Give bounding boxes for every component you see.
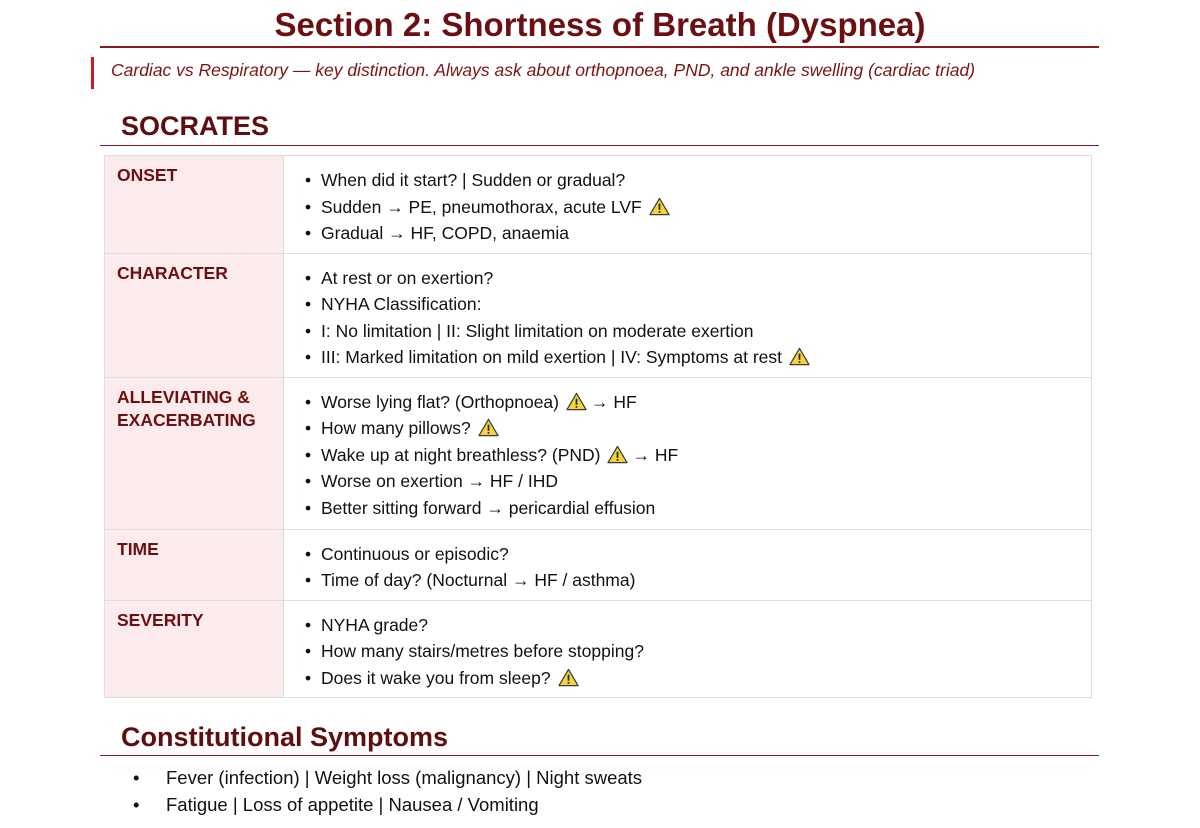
- list-item-text: I: No limitation | II: Slight limitation on moderate exertion: [321, 320, 754, 341]
- constitutional-list: [133, 765, 642, 818]
- constitutional-item-text: Fatigue | Loss of appetite | Nausea / Vomiting: [166, 793, 539, 815]
- socrates-row: [105, 253, 1092, 377]
- socrates-content-cell: [284, 377, 1092, 529]
- socrates-label-cell: [105, 377, 284, 529]
- list-item-text: Wake up at night breathless? (PND): [321, 444, 601, 465]
- socrates-row: [105, 156, 1092, 254]
- list-item-text: Continuous or episodic?: [321, 543, 509, 564]
- bullet-list: [284, 378, 1091, 528]
- list-item-text: Sudden → PE, pneumothorax, acute LVF: [321, 196, 642, 217]
- subtitle-accent-bar: [91, 57, 94, 89]
- title-divider: [100, 46, 1099, 48]
- list-item: [305, 415, 1091, 442]
- socrates-row: [105, 600, 1092, 698]
- bullet-list: [284, 156, 1091, 253]
- constitutional-divider: [100, 755, 1099, 756]
- list-item: [305, 567, 1091, 594]
- list-item: [305, 638, 1091, 665]
- list-item-text: How many pillows?: [321, 418, 471, 438]
- list-item: [305, 220, 1091, 247]
- warning-triangle-icon: [558, 668, 579, 687]
- list-item: [305, 265, 1091, 292]
- socrates-row-label: ALLEVIATING & EXACERBATING: [117, 386, 256, 430]
- socrates-row-label: TIME: [117, 538, 159, 559]
- list-item: [305, 495, 1091, 522]
- list-item: [305, 318, 1091, 345]
- bullet-list: [284, 254, 1091, 377]
- constitutional-heading: Constitutional Symptoms: [121, 722, 449, 752]
- list-item: [305, 389, 1091, 416]
- list-item-suffix: → HF: [591, 391, 637, 412]
- list-item: [305, 612, 1091, 639]
- list-item: [305, 665, 1091, 692]
- constitutional-item: [133, 792, 642, 819]
- list-item-text: NYHA grade?: [321, 614, 429, 635]
- bullet-list: [284, 530, 1091, 600]
- socrates-row: [105, 529, 1092, 600]
- socrates-label-cell: [105, 156, 284, 254]
- warning-triangle-icon: [789, 347, 810, 366]
- page-subtitle: Cardiac vs Respiratory — key distinction. Always ask about orthopnoea, PND, and ankle swelling (cardiac triad): [111, 60, 976, 80]
- warning-triangle-icon: [607, 445, 628, 464]
- socrates-row-label: SEVERITY: [117, 609, 204, 630]
- socrates-label-cell: [105, 529, 284, 600]
- list-item: [305, 541, 1091, 568]
- socrates-table: [104, 155, 1092, 698]
- socrates-row-label: CHARACTER: [117, 262, 228, 283]
- list-item: [305, 194, 1091, 221]
- list-item-text: Gradual → HF, COPD, anaemia: [321, 223, 570, 243]
- list-item-suffix: → HF: [632, 444, 679, 465]
- list-item-text: When did it start? | Sudden or gradual?: [321, 170, 626, 190]
- socrates-row: [105, 377, 1092, 529]
- list-item-text: At rest or on exertion?: [321, 267, 494, 288]
- socrates-content-cell: [284, 529, 1092, 600]
- constitutional-item: [133, 765, 642, 792]
- list-item-text: III: Marked limitation on mild exertion | IV: Symptoms at rest: [321, 347, 782, 367]
- socrates-label-cell: [105, 253, 284, 377]
- list-item-text: NYHA Classification:: [321, 294, 482, 314]
- socrates-content-cell: [284, 600, 1092, 698]
- bullet-list: [284, 601, 1091, 698]
- list-item-text: Worse lying flat? (Orthopnoea): [321, 391, 559, 412]
- warning-triangle-icon: [649, 197, 670, 216]
- list-item: [305, 442, 1091, 469]
- warning-triangle-icon: [566, 392, 587, 411]
- list-item: [305, 291, 1091, 318]
- constitutional-item-text: Fever (infection) | Weight loss (malignancy) | Night sweats: [166, 767, 643, 788]
- socrates-heading: SOCRATES: [121, 111, 270, 141]
- socrates-divider: [100, 145, 1099, 146]
- list-item: [305, 468, 1091, 495]
- list-item-text: Better sitting forward → pericardial effusion: [321, 497, 656, 518]
- list-item: [305, 167, 1091, 194]
- list-item-text: Worse on exertion → HF / IHD: [321, 471, 558, 491]
- list-item: [305, 344, 1091, 371]
- socrates-row-label: ONSET: [117, 165, 178, 185]
- warning-triangle-icon: [478, 418, 499, 437]
- page-title: Section 2: Shortness of Breath (Dyspnea): [274, 6, 926, 43]
- list-item-text: Does it wake you from sleep?: [321, 667, 551, 688]
- socrates-content-cell: [284, 253, 1092, 377]
- socrates-content-cell: [284, 156, 1092, 254]
- list-item-text: Time of day? (Nocturnal → HF / asthma): [321, 570, 636, 590]
- socrates-label-cell: [105, 600, 284, 698]
- list-item-text: How many stairs/metres before stopping?: [321, 641, 644, 661]
